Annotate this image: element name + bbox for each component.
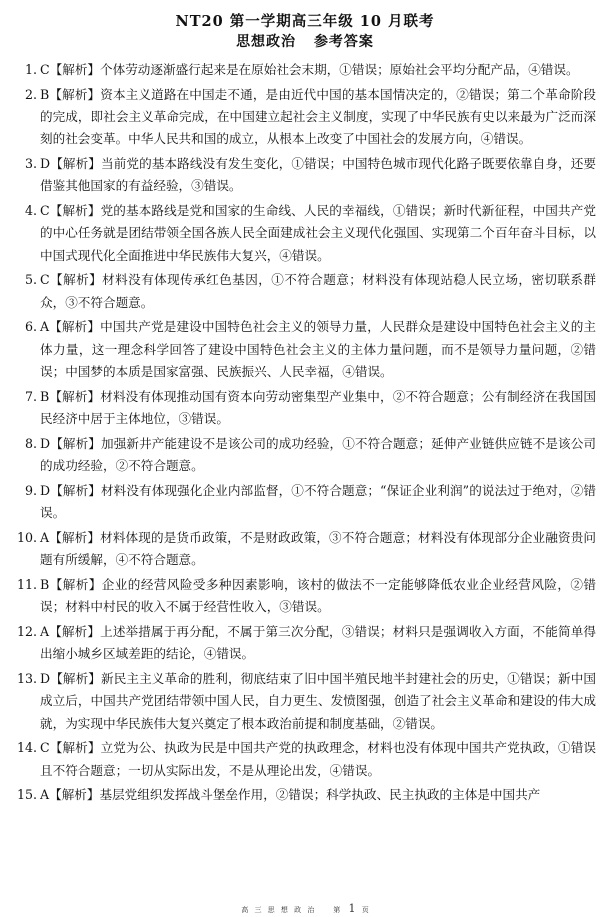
answer-letter: B — [40, 576, 50, 592]
answer-letter: A — [40, 319, 50, 335]
answer-letter: A — [40, 787, 50, 803]
answer-item — [14, 153, 596, 198]
analysis-tag: 【解析】 — [49, 272, 103, 288]
answer-body — [40, 200, 596, 267]
subject-name: 思想政治 — [236, 34, 297, 50]
page-subtitle — [14, 32, 596, 53]
answer-list — [14, 59, 596, 807]
analysis-tag: 【解析】 — [49, 787, 100, 803]
answer-body — [40, 737, 596, 782]
analysis-text: 加强新井产能建设不是该公司的成功经验，①不符合题意；延伸产业链供应链不是该公司的成功经验，②不符合题意。 — [40, 435, 597, 474]
answer-body — [40, 153, 596, 198]
analysis-text: 资本主义道路在中国走不通，是由近代中国的基本国情决定的，②错误；第二个革命阶段的完成，即社会主义革命完成，在中国建立起社会主义制度，实现了中华民族有史以来最为广泛而深刻的社会变革。中华人民共和国的成立，从根本上改变了中国社会的发展方向，④错误。 — [40, 86, 597, 147]
answer-body — [40, 480, 596, 525]
footer-page-number: 1 — [348, 902, 356, 915]
analysis-tag: 【解析】 — [49, 86, 101, 102]
question-number: 10. — [16, 529, 37, 545]
answer-body — [40, 59, 596, 81]
answer-item — [14, 621, 596, 666]
analysis-tag: 【解析】 — [49, 388, 101, 404]
analysis-text: 材料没有体现推动国有资本向劳动密集型产业集中，②不符合题意；公有制经济在我国国民经济中居于主体地位，③错误。 — [40, 388, 597, 427]
answer-letter: C — [40, 203, 50, 218]
answer-item — [14, 784, 596, 806]
answer-body — [40, 574, 596, 619]
analysis-text: 立党为公、执政为民是中国共产党的执政理念，材料也没有体现中国共产党执政，①错误且不符合题意；一切从实际出发，不是从理论出发，④错误。 — [40, 740, 597, 778]
analysis-text: 上述举措属于再分配，不属于第三次分配，③错误；材料只是强调收入方面，不能简单得出缩小城乡区域差距的结论，④错误。 — [40, 623, 597, 662]
question-number: 1. — [24, 62, 37, 77]
answer-item — [14, 269, 596, 314]
analysis-text: 党的基本路线是党和国家的生命线、人民的幸福线，①错误；新时代新征程，中国共产党的中心任务就是团结带领全国各族人民全面建成社会主义现代化强国、实现第二个百年奋斗目标，以中国式现代化全面推进中华民族伟大复兴，④错误。 — [40, 203, 597, 263]
answer-body — [40, 386, 596, 431]
analysis-tag: 【解析】 — [49, 576, 102, 592]
answer-letter: B — [40, 86, 50, 102]
answer-letter: D — [40, 156, 51, 171]
question-number: 9. — [24, 482, 37, 498]
analysis-text: 材料没有体现强化企业内部监督，①不符合题意；“保证企业利润”的说法过于绝对，②错误。 — [40, 482, 596, 521]
analysis-tag: 【解析】 — [49, 529, 101, 545]
analysis-text: 新民主主义革命的胜利，彻底结束了旧中国半殖民地半封建社会的历史，①错误；新中国成立后，中国共产党团结带领中国人民，自力更生、发愤图强，创造了社会主义革命和建设的伟大成就，为实现中华民族伟大复兴奠定了根本政治前提和制度基础，②错误。 — [40, 670, 597, 731]
answer-body — [40, 527, 596, 572]
analysis-tag: 【解析】 — [49, 623, 101, 639]
answer-body — [40, 668, 596, 735]
answer-item — [14, 480, 596, 525]
footer-page-prefix: 第 — [333, 906, 343, 914]
answer-body — [40, 621, 596, 666]
answer-letter: A — [40, 529, 50, 545]
analysis-text: 中国共产党是建设中国特色社会主义的领导力量，人民群众是建设中国特色社会主义的主体力量，这一理念科学回答了建设中国特色社会主义的主体力量问题，而不是领导力量问题，②错误；中国梦的本质是国家富强、民族振兴、人民幸福，④错误。 — [40, 319, 597, 380]
footer-subject: 高 三 思 想 政 治 — [241, 906, 317, 914]
answer-letter: A — [40, 623, 50, 639]
answer-letter: B — [40, 388, 50, 404]
analysis-tag: 【解析】 — [50, 156, 101, 171]
question-number: 6. — [24, 319, 37, 335]
answer-item — [14, 527, 596, 572]
page-footer — [0, 902, 612, 915]
question-number: 4. — [24, 203, 37, 218]
page-title: NT20 第一学期高三年级 10 月联考 — [175, 13, 435, 30]
answer-body — [40, 316, 596, 383]
question-number: 3. — [24, 156, 37, 171]
answer-letter: C — [40, 62, 50, 77]
analysis-tag: 【解析】 — [49, 319, 101, 335]
question-number: 2. — [24, 86, 37, 102]
answer-item — [14, 668, 596, 735]
question-number: 14. — [16, 740, 37, 756]
answer-item — [14, 59, 596, 81]
analysis-text: 当前党的基本路线没有发生变化，①错误；中国特色城市现代化路子既要依靠自身，还要借鉴其他国家的有益经验，③错误。 — [40, 156, 597, 194]
question-number: 13. — [16, 670, 37, 686]
analysis-tag: 【解析】 — [49, 203, 101, 218]
question-number: 7. — [24, 388, 37, 404]
analysis-tag: 【解析】 — [50, 670, 101, 686]
question-number: 5. — [24, 272, 37, 288]
analysis-tag: 【解析】 — [49, 740, 101, 756]
question-number: 8. — [24, 435, 37, 451]
answer-body — [40, 784, 596, 806]
answer-letter: D — [40, 482, 51, 498]
answer-letter: D — [40, 670, 51, 686]
answer-body — [40, 433, 596, 478]
analysis-tag: 【解析】 — [50, 482, 101, 498]
answer-letter: D — [40, 435, 51, 451]
analysis-text: 基层党组织发挥战斗堡垒作用，②错误；科学执政、民主执政的主体是中国共产 — [99, 787, 541, 803]
analysis-text: 企业的经营风险受多种因素影响，该村的做法不一定能够降低农业企业经营风险，②错误；材料中村民的收入不属于经营性收入，③错误。 — [40, 576, 597, 615]
footer-page-suffix: 页 — [361, 906, 371, 914]
answer-letter: C — [40, 272, 50, 288]
answer-item — [14, 386, 596, 431]
analysis-text: 个体劳动逐渐盛行起来是在原始社会末期，①错误；原始社会平均分配产品，④错误。 — [100, 62, 579, 77]
analysis-text: 材料体现的是货币政策，不是财政政策，③不符合题意；材料没有体现部分企业融资贵问题有所缓解，④不符合题意。 — [40, 529, 597, 568]
answer-item — [14, 316, 596, 383]
answer-body — [40, 269, 596, 314]
answer-item — [14, 574, 596, 619]
analysis-tag: 【解析】 — [49, 62, 101, 77]
doc-type: 参考答案 — [313, 34, 374, 50]
analysis-tag: 【解析】 — [50, 435, 101, 451]
answer-item — [14, 200, 596, 267]
answer-item — [14, 84, 596, 151]
answer-letter: C — [40, 740, 50, 756]
question-number: 15. — [16, 787, 37, 803]
question-number: 11. — [16, 576, 37, 592]
question-number: 12. — [16, 623, 37, 639]
analysis-text: 材料没有体现传承红色基因，①不符合题意；材料没有体现站稳人民立场，密切联系群众，③不符合题意。 — [40, 272, 597, 310]
answer-item — [14, 433, 596, 478]
answer-item — [14, 737, 596, 782]
answer-body — [40, 84, 596, 151]
